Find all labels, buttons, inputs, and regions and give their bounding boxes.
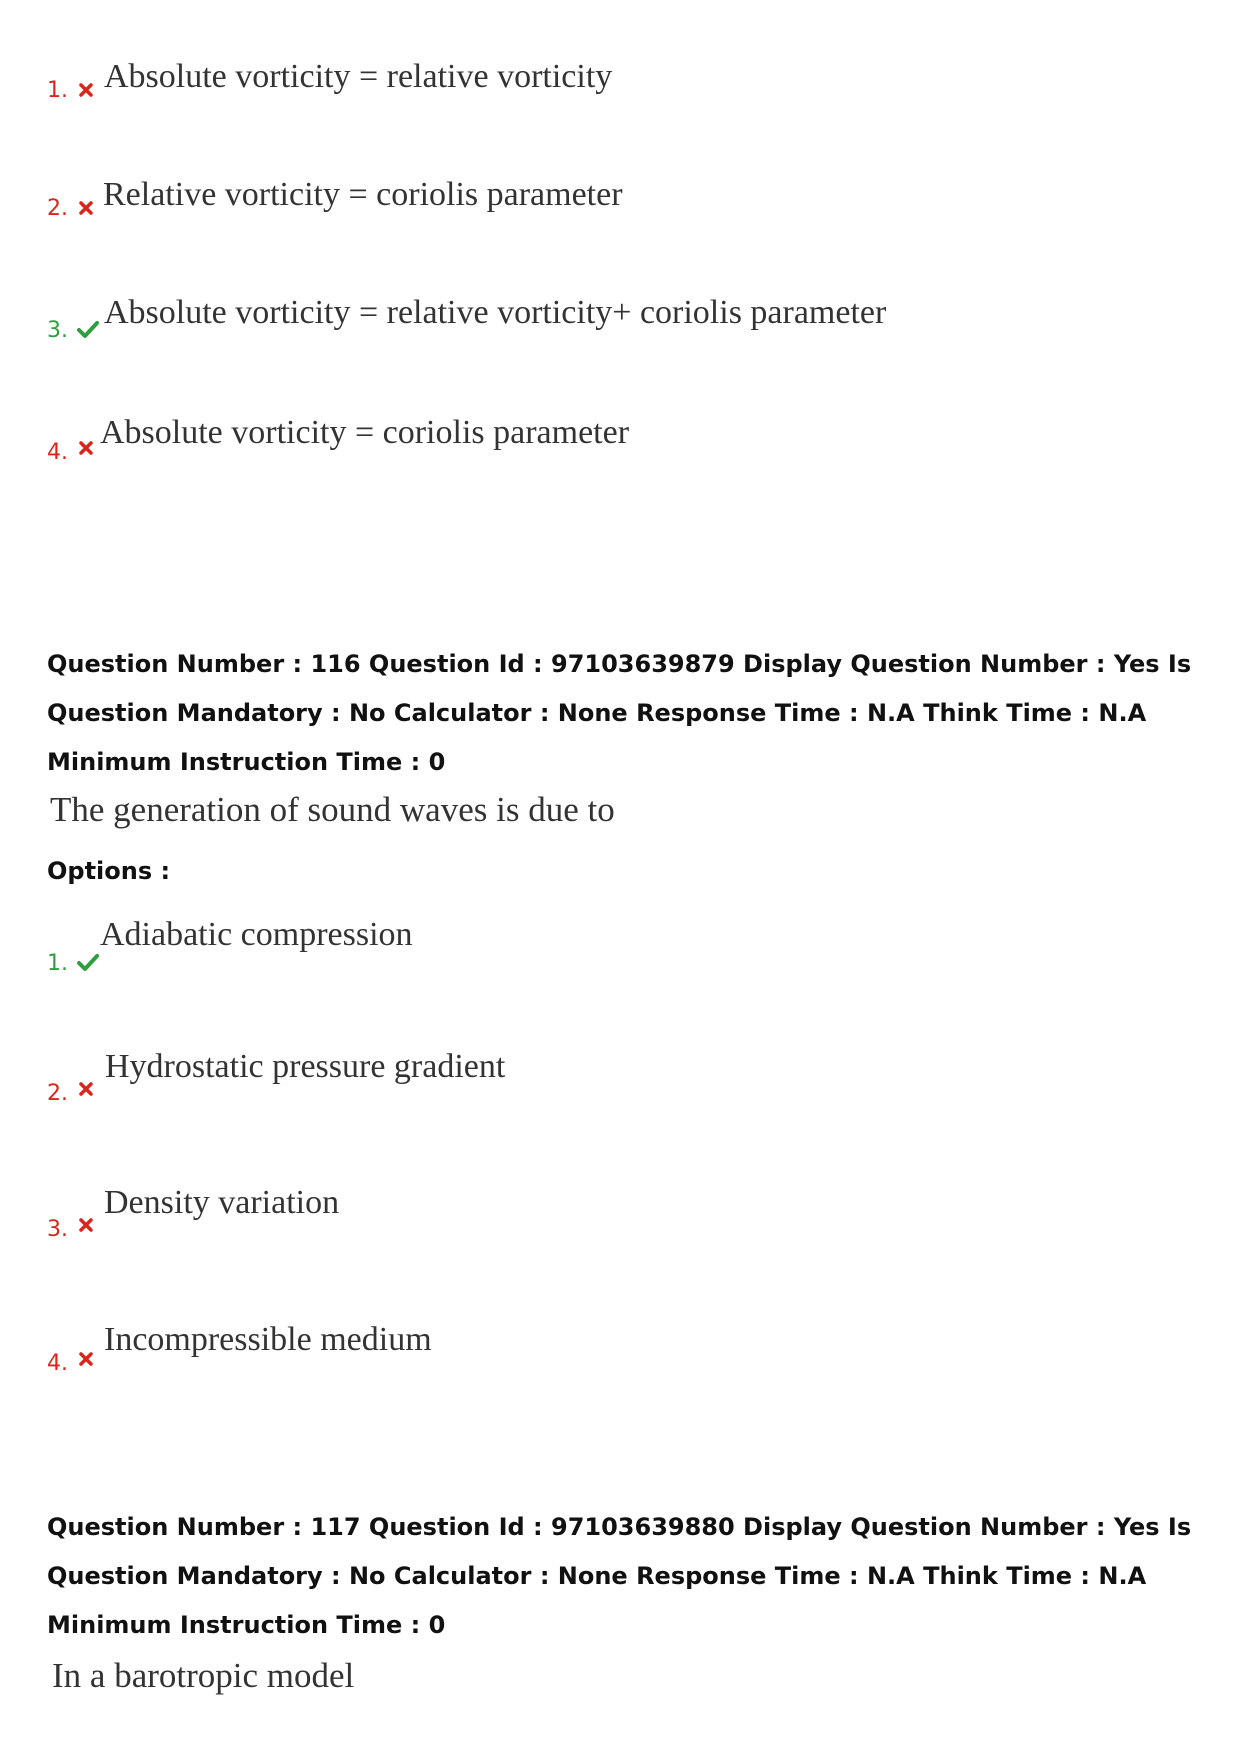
cross-icon (77, 1216, 95, 1234)
question-metadata: Question Number : 116 Question Id : 97103639879 Display Question Number : Yes Is Question Mandatory : No Calculator : None Response Time : N.A Think Time : N.A Minimum Instruction Time : 0 (47, 650, 1192, 776)
checkmark-icon (77, 953, 99, 973)
options-label: Options : (47, 857, 171, 885)
option-number: 3. (47, 318, 68, 343)
option-text: Absolute vorticity = relative vorticity+ coriolis parameter (104, 294, 887, 331)
option-text: Density variation (104, 1184, 340, 1221)
option-number: 3. (47, 1217, 68, 1242)
question-text: The generation of sound waves is due to (50, 790, 615, 829)
option-number: 1. (47, 78, 68, 103)
checkmark-icon (77, 320, 99, 340)
option-text: Absolute vorticity = relative vorticity (104, 58, 613, 95)
option-number: 4. (47, 1351, 68, 1376)
cross-icon (77, 199, 95, 217)
option-text: Adiabatic compression (100, 916, 413, 953)
option-number: 2. (47, 196, 68, 221)
option-text: Incompressible medium (104, 1321, 432, 1358)
question-text: In a barotropic model (52, 1656, 355, 1695)
cross-icon (77, 1350, 95, 1368)
option-number: 4. (47, 440, 68, 465)
option-number: 1. (47, 951, 68, 976)
cross-icon (77, 1080, 95, 1098)
option-text: Hydrostatic pressure gradient (105, 1048, 506, 1085)
option-text: Relative vorticity = coriolis parameter (103, 176, 623, 213)
question-metadata: Question Number : 117 Question Id : 97103639880 Display Question Number : Yes Is Question Mandatory : No Calculator : None Response Time : N.A Think Time : N.A Minimum Instruction Time : 0 (47, 1513, 1192, 1639)
cross-icon (77, 439, 95, 457)
option-text: Absolute vorticity = coriolis parameter (100, 414, 630, 451)
cross-icon (77, 81, 95, 99)
option-number: 2. (47, 1081, 68, 1106)
